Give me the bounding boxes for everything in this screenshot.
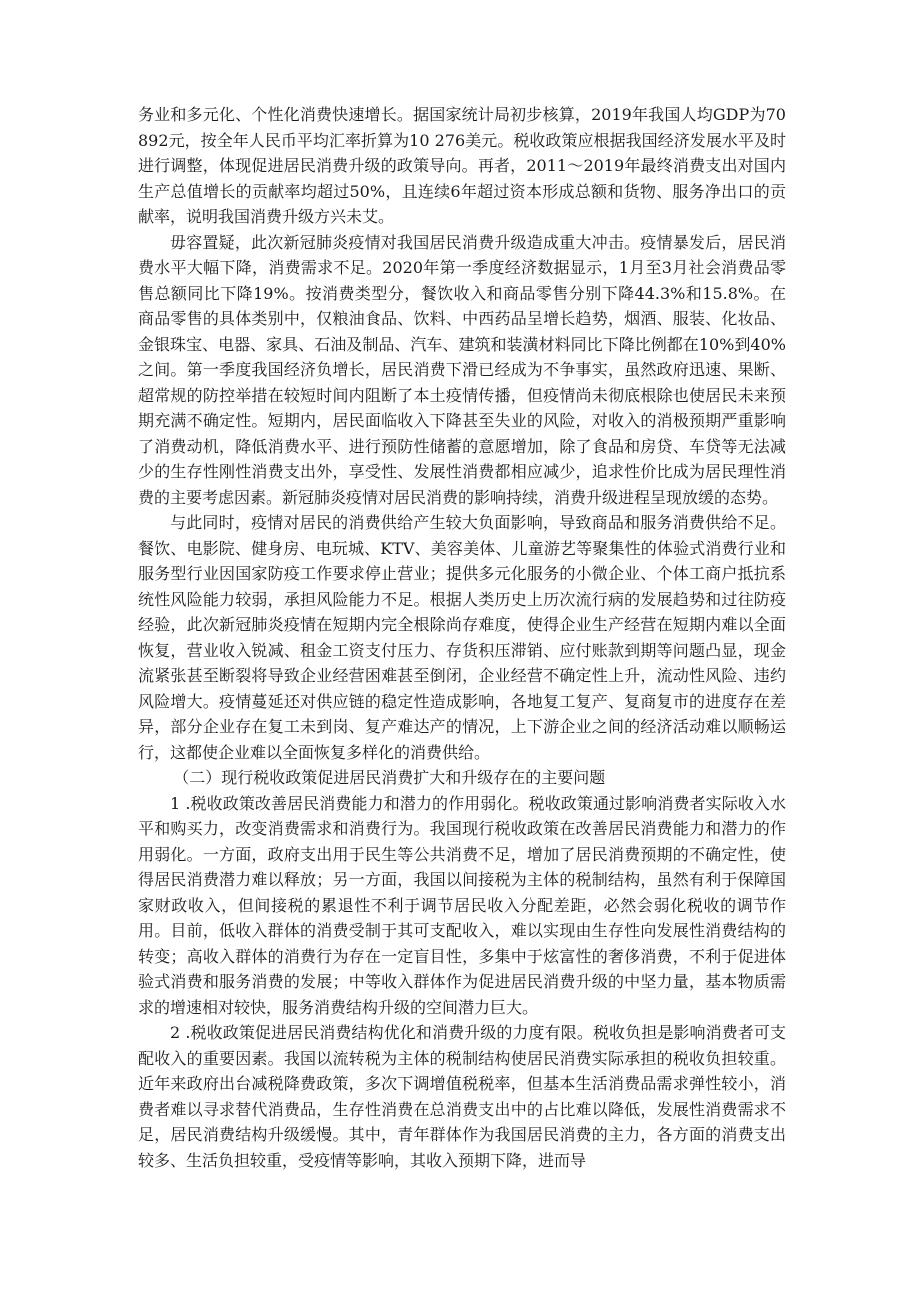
numbered-paragraph: 2 .税收政策促进居民消费结构优化和消费升级的力度有限。税收负担是影响消费者可支配收入的重要因素。我国以流转税为主体的税制结构使居民消费实际承担的税收负担较重。近年来政府出台减税降费政策，多次下调增值税税率，但基本生活消费品需求弹性较小，消费者难以寻求替代消费品，生存性消费在总消费支出中的占比难以降低，发展性消费需求不足，居民消费结构升级缓慢。其中，青年群体作为我国居民消费的主力，各方面的消费支出较多、生活负担较重，受疫情等影响，其收入预期下降，进而导 xyxy=(138,1023,786,1170)
numbered-paragraph: 1 .税收政策改善居民消费能力和潜力的作用弱化。税收政策通过影响消费者实际收入水平和购买力，改变消费需求和消费行为。我国现行税收政策在改善居民消费能力和潜力的作用弱化。一方面，政府支出用于民生等公共消费不足，增加了居民消费预期的不确定性，使得居民消费潜力难以释放；另一方面，我国以间接税为主体的税制结构，虽然有利于保障国家财政收入，但间接税的累退性不利于调节居民收入分配差距，必然会弱化税收的调节作用。目前，低收入群体的消费受制于其可支配收入，难以实现由生存性向发展性消费结构的转变；高收入群体的消费行为存在一定盲目性，多集中于炫富性的奢侈消费，不利于促进体验式消费和服务消费的发展；中等收入群体作为促进居民消费升级的中坚力量，基本物质需求的增速相对较快，服务消费结构升级的空间潜力巨大。 xyxy=(138,793,786,1017)
body-paragraph: 与此同时，疫情对居民的消费供给产生较大负面影响，导致商品和服务消费供给不足。餐饮、电影院、健身房、电玩城、KTV、美容美体、儿童游艺等聚集性的体验式消费行业和服务型行业因国家防疫工作要求停止营业；提供多元化服务的小微企业、个体工商户抵抗系统性风险能力较弱，承担风险能力不足。根据人类历史上历次流行病的发展趋势和过往防疫经验，此次新冠肺炎疫情在短期内完全根除尚存难度，使得企业生产经营在短期内难以全面恢复，营业收入锐减、租金工资支付压力、存货积压滞销、应付账款到期等问题凸显，现金流紧张甚至断裂将导致企业经营困难甚至倒闭，企业经营不确定性上升，流动性风险、违约风险增大。疫情蔓延还对供应链的稳定性造成影响，各地复工复产、复商复市的进度存在差异，部分企业存在复工未到岗、复产难达产的情况，上下游企业之间的经济活动难以顺畅运行，这都使企业难以全面恢复多样化的消费供给。 xyxy=(138,513,786,762)
body-paragraph: 务业和多元化、个性化消费快速增长。据国家统计局初步核算，2019年我国人均GDP为70 892元，按全年人民币平均汇率折算为10 276美元。税收政策应根据我国经济发展水平及时进行调整，体现促进居民消费升级的政策导向。再者，2011～2019年最终消费支出对国内生产总值增长的贡献率均超过50%，且连续6年超过资本形成总额和货物、服务净出口的贡献率，说明我国消费升级方兴未艾。 xyxy=(138,105,786,226)
document-body xyxy=(138,102,786,1173)
section-heading: （二）现行税收政策促进居民消费扩大和升级存在的主要问题 xyxy=(173,768,606,787)
body-paragraph: 毋容置疑，此次新冠肺炎疫情对我国居民消费升级造成重大冲击。疫情暴发后，居民消费水平大幅下降，消费需求不足。2020年第一季度经济数据显示，1月至3月社会消费品零售总额同比下降19%。按消费类型分，餐饮收入和商品零售分别下降44.3%和15.8%。在商品零售的具体类别中，仅粮油食品、饮料、中西药品呈增长趋势，烟酒、服装、化妆品、金银珠宝、电器、家具、石油及制品、汽车、建筑和装潢材料同比下降比例都在10%到40%之间。第一季度我国经济负增长，居民消费下滑已经成为不争事实，虽然政府迅速、果断、超常规的防控举措在较短时间内阻断了本土疫情传播，但疫情尚未彻底根除也使居民未来预期充满不确定性。短期内，居民面临收入下降甚至失业的风险，对收入的消极预期严重影响了消费动机，降低消费水平、进行预防性储蓄的意愿增加，除了食品和房贷、车贷等无法减少的生存性刚性消费支出外，享受性、发展性消费都相应减少，追求性价比成为居民理性消费的主要考虑因素。新冠肺炎疫情对居民消费的影响持续，消费升级进程呈现放缓的态势。 xyxy=(138,232,786,507)
